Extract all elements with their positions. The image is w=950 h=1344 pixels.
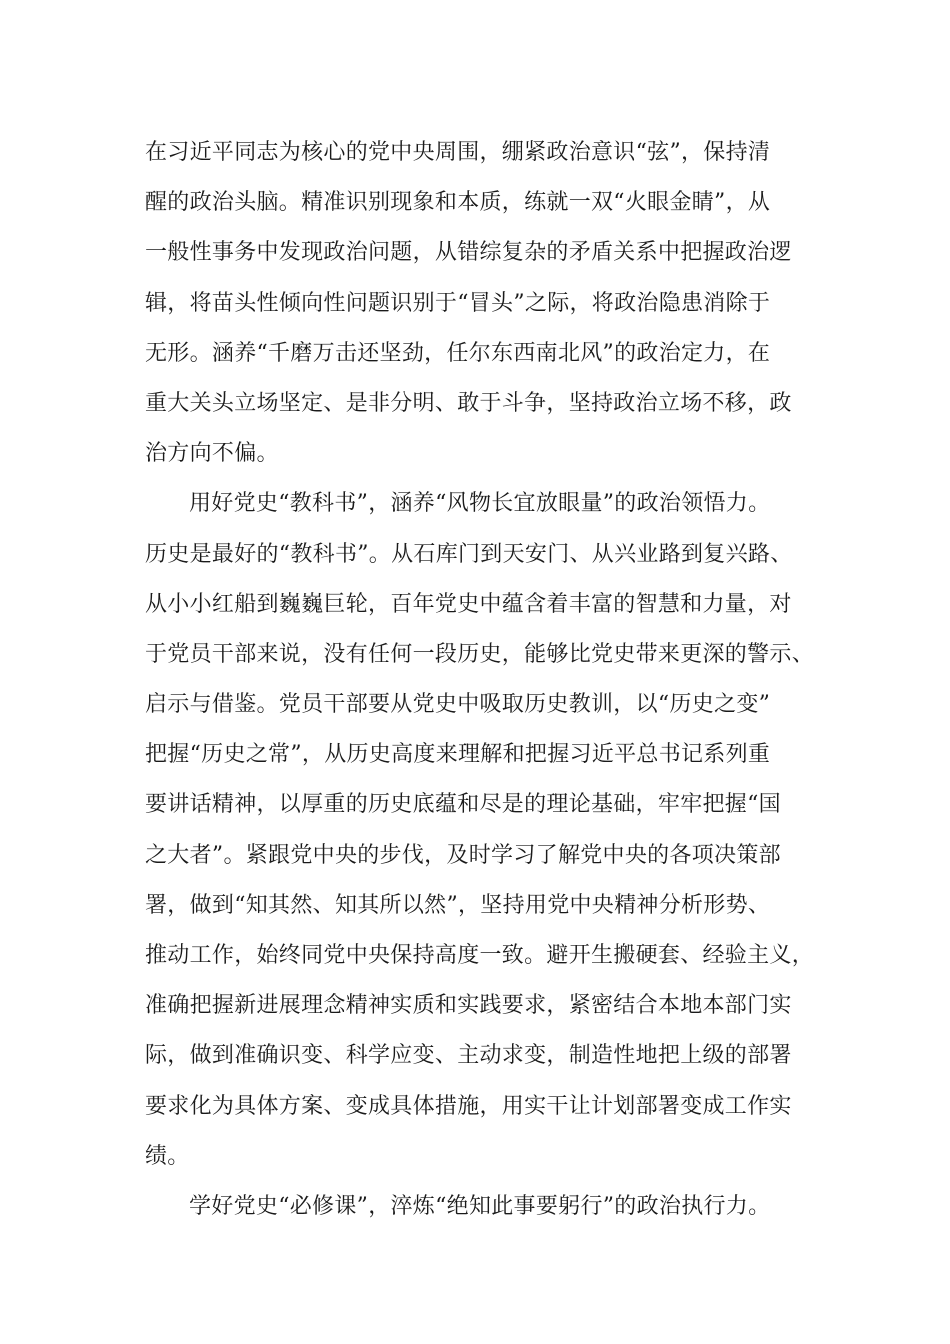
text-line: 推动工作，始终同党中央保持高度一致。避开生搬硬套、经验主义， [145, 943, 815, 968]
text-line: 把握“历史之常”，从历史高度来理解和把握习近平总书记系列重 [145, 742, 771, 768]
text-line: 在习近平同志为核心的党中央周围，绷紧政治意识“弦”，保持清 [145, 140, 771, 165]
text-line: 要讲话精神，以厚重的历史底蕴和尽是的理论基础，牢牢把握“国 [145, 792, 781, 818]
text-line: 准确把握新进展理念精神实质和实践要求，紧密结合本地本部门实 [145, 993, 792, 1019]
text-line: 于党员干部来说，没有任何一段历史，能够比党史带来更深的警示、 [145, 641, 815, 667]
text-line: 治方向不偏。 [145, 441, 279, 467]
text-line: 历史是最好的“教科书”。从石库门到天安门、从兴业路到复兴路、 [145, 541, 793, 567]
text-line: 学好党史“必修课”，淬炼“绝知此事要躬行”的政治执行力。 [189, 1193, 771, 1219]
text-line: 绩。 [145, 1143, 190, 1169]
text-line: 用好党史“教科书”，涵养“风物长宜放眼量”的政治领悟力。 [189, 491, 771, 517]
text-line: 醒的政治头脑。精准识别现象和本质，练就一双“火眼金睛”，从 [145, 190, 771, 216]
text-line: 际，做到准确识变、科学应变、主动求变，制造性地把上级的部署 [145, 1043, 792, 1069]
text-line: 一般性事务中发现政治问题，从错综复杂的矛盾关系中把握政治逻 [145, 240, 792, 266]
text-line: 之大者”。紧跟党中央的步伐，及时学习了解党中央的各项决策部 [145, 842, 781, 868]
document-body [145, 128, 835, 1232]
text-line: 署，做到“知其然、知其所以然”，坚持用党中央精神分析形势、 [145, 892, 771, 918]
text-line: 重大关头立场坚定、是非分明、敢于斗争，坚持政治立场不移，政 [145, 390, 792, 416]
text-line: 辑，将苗头性倾向性问题识别于“冒头”之际，将政治隐患消除于 [145, 290, 771, 316]
text-line: 从小小红船到巍巍巨轮，百年党史中蕴含着丰富的智慧和力量，对 [145, 591, 792, 617]
text-line: 要求化为具体方案、变成具体措施，用实干让计划部署变成工作实 [145, 1093, 792, 1119]
text-line: 无形。涵养“千磨万击还坚劲，任尔东西南北风”的政治定力，在 [145, 340, 771, 366]
text-line: 启示与借鉴。党员干部要从党史中吸取历史教训，以“历史之变” [145, 692, 771, 718]
